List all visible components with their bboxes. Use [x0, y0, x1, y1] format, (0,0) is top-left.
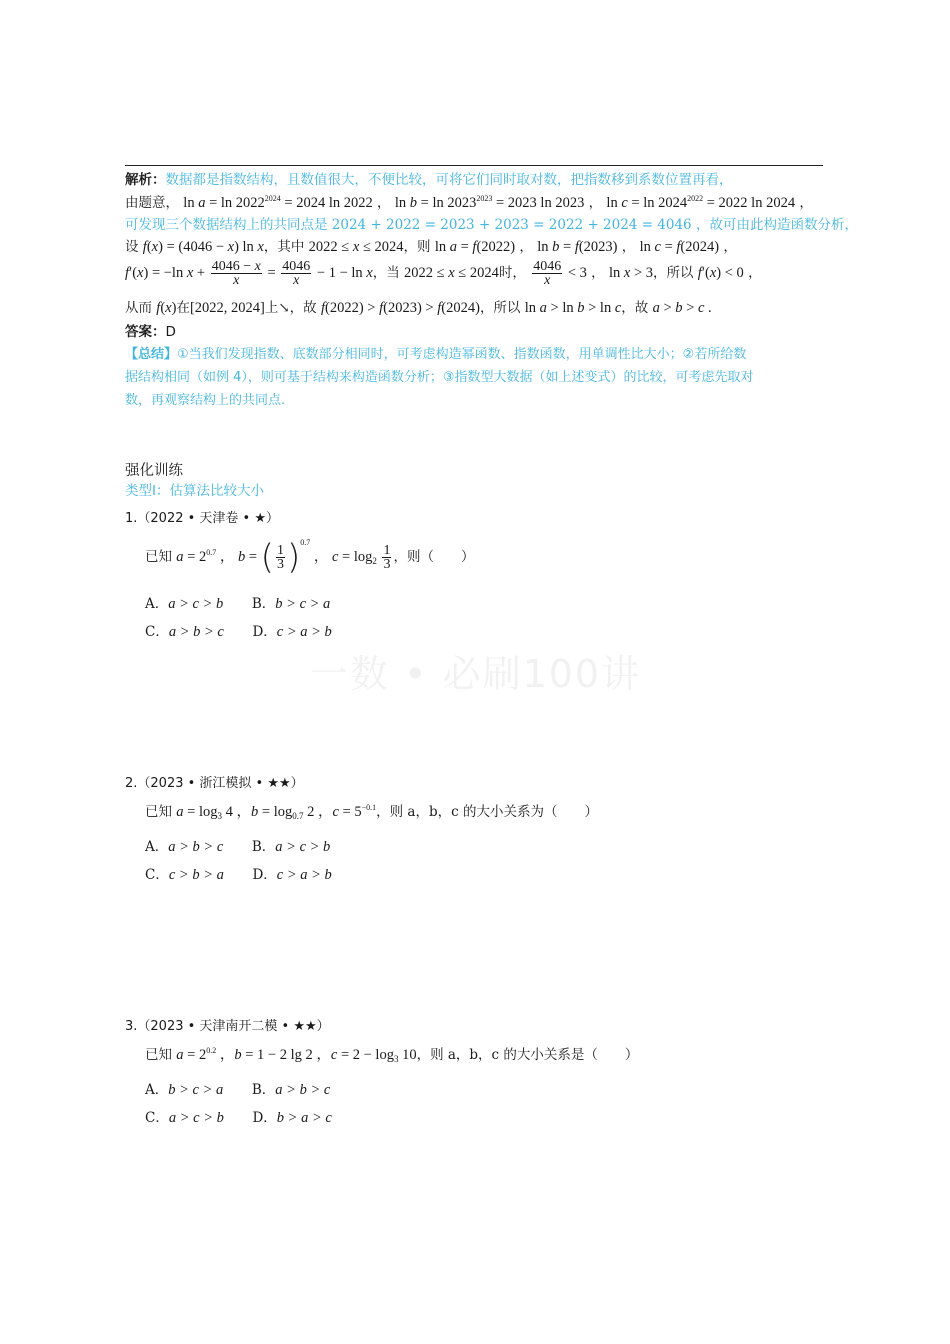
option-b-label[interactable]: B． — [251, 1082, 276, 1098]
question-3-options-row-1 — [145, 1078, 330, 1099]
option-b-label[interactable]: B． — [251, 839, 276, 855]
option-b-text[interactable]: a > c > b — [275, 839, 331, 855]
option-a-label[interactable]: A． — [145, 1082, 169, 1098]
solution-line-1 — [125, 170, 733, 190]
formula-ln-b: $\ln b = \ln 2023^{2023} = 2023$ ln 2023 — [394, 194, 585, 211]
solution-line-3: 可发现三个数据结构上的共同点是 2024 + 2022 = 2023 + 2023 = 2022 + 2024 = 4046 ，故可由此构造函数分析， — [125, 217, 858, 233]
formula-domain: 2022 ≤ x ≤ 2024 — [308, 239, 404, 255]
formula-f-def: f(x) = (4046 − x) ln x — [142, 239, 264, 255]
q3-formula: $a = 2^{0.2}$ ，b = 1 − 2 lg 2 ，$c = 2 - \log_3 10$ — [176, 1046, 417, 1064]
option-b-text[interactable]: a > b > c — [275, 1082, 331, 1098]
option-b-text[interactable]: b > c > a — [275, 596, 331, 612]
option-a-text[interactable]: a > b > c — [168, 839, 224, 855]
option-a-label[interactable]: A． — [145, 596, 169, 612]
section-title: 强化训练 — [125, 463, 183, 479]
question-2-options-row-1 — [145, 835, 330, 856]
summary-line-3: 数，再观察结构上的共同点. — [125, 393, 286, 408]
summary-label: 【总结】 — [125, 347, 178, 362]
solution-line-6: 从而 f(x)在[2022, 2024]上↘，故 f(2022) > f(2023) > f(2024)，所以 ln a > ln b > ln c，故 a > b > c . — [125, 300, 712, 316]
option-d-text[interactable]: c > a > b — [276, 867, 332, 883]
question-3-options-row-2 — [145, 1106, 332, 1127]
question-2-options-row-2 — [145, 863, 332, 884]
solution-line-2: 由题意， $\ln a = \ln 2022^{2024} = 2024$ ln 2022 ， $\ln b = \ln 2023^{2023} = 2023$ ln 2023 ， $\ln c = \ln 2024^{2022} = 2022$ ln 2024 ， — [125, 194, 813, 211]
question-1-title: 1.（2022 • 天津卷 • ★） — [125, 511, 280, 526]
formula-f-values: ln a = f(2022) — [434, 239, 516, 255]
option-d-text[interactable]: b > a > c — [276, 1110, 332, 1126]
option-c-label[interactable]: C． — [145, 867, 169, 883]
question-2-stem: 已知 $a = \log_3 4$ ，$b = \log_{0.7} 2$ ，$c = 5^{-0.1}$，则 a，b，c 的大小关系为（ ） — [145, 803, 598, 821]
solution-line-4: 设 f(x) = (4046 − x) ln x，其中 2022 ≤ x ≤ 2024，则 ln a = f(2022) ， ln b = f(2023) ， ln c = f(2024) ， — [125, 239, 737, 255]
summary-line-2: 据结构相同（如例 4），则可基于结构来构造函数分析；③指数型大数据（如上述变式）的比较，可考虑先取对 — [125, 370, 754, 385]
q1-formula: $a = 2^{0.7}$ ， b = ( $\frac{1}{3}$ )$^{0.7}$ ， $c = \log_2$ $\frac{1}{3}$ — [176, 537, 391, 578]
formula-ln-a: $\ln a = \ln 2022^{2024} = 2024$ ln 2022 — [183, 194, 373, 211]
option-d-label[interactable]: D． — [252, 867, 277, 883]
question-2-title: 2.（2023 • 浙江模拟 • ★★） — [125, 776, 304, 791]
solution-label: 解析： — [125, 172, 166, 188]
question-1-stem: 已知 $a = 2^{0.7}$ ， b = ( $\frac{1}{3}$ )$^{0.7}$ ， $c = \log_2$ $\frac{1}{3}$ ，则（ ） — [145, 537, 475, 578]
q2-formula: $a = \log_3 4$ ，$b = \log_{0.7} 2$ ，$c = 5^{-0.1}$ — [176, 803, 377, 821]
option-c-label[interactable]: C． — [145, 624, 169, 640]
option-a-text[interactable]: b > c > a — [168, 1082, 224, 1098]
question-1-options-row-2 — [145, 620, 332, 641]
option-a-text[interactable]: a > c > b — [168, 596, 224, 612]
option-c-label[interactable]: C． — [145, 1110, 169, 1126]
solution-line-5: f′(x) = −ln x + $\frac{4046 - x}{x}$ = $\frac{4046}{x}$ − 1 − ln x，当 2022 ≤ x ≤ 2024时， $\frac{4046}{x}$ < 3 ， ln x > 3，所以 f′(x) < 0 ， — [125, 259, 762, 289]
option-c-text[interactable]: a > b > c — [168, 624, 224, 640]
summary-line-1: 【总结】①当我们发现指数、底数部分相同时，可考虑构造幂函数、指数函数，用单调性比大小；②若所给数 — [125, 347, 747, 362]
option-d-label[interactable]: D． — [252, 1110, 277, 1126]
question-3-stem: 已知 $a = 2^{0.2}$ ，b = 1 − 2 lg 2 ，$c = 2 - \log_3 10$，则 a，b，c 的大小关系是（ ） — [145, 1046, 639, 1064]
question-3-title: 3.（2023 • 天津南开二模 • ★★） — [125, 1019, 330, 1034]
answer-label: 答案： — [125, 324, 166, 340]
answer-value: D — [165, 324, 176, 340]
option-c-text[interactable]: c > b > a — [168, 867, 224, 883]
top-rule — [125, 165, 823, 166]
option-d-label[interactable]: D． — [252, 624, 277, 640]
option-b-label[interactable]: B． — [251, 596, 276, 612]
formula-ln-c: $\ln c = \ln 2024^{2022} = 2022$ ln 2024 — [606, 194, 796, 211]
section-type-label: 类型Ⅰ：估算法比较大小 — [125, 483, 264, 499]
option-a-label[interactable]: A． — [145, 839, 169, 855]
solution-text-1: 数据都是指数结构，且数值很大，不便比较，可将它们同时取对数，把指数移到系数位置再看， — [165, 172, 733, 188]
formula-derivative: f′(x) = −ln x + $\frac{4046 - x}{x}$ = $\frac{4046}{x}$ − 1 − ln x — [125, 259, 373, 289]
question-1-options-row-1 — [145, 592, 330, 613]
option-d-text[interactable]: c > a > b — [276, 624, 332, 640]
option-c-text[interactable]: a > c > b — [168, 1110, 224, 1126]
watermark: 一数 • 必刷100讲 — [310, 652, 642, 696]
answer-line — [125, 322, 176, 342]
